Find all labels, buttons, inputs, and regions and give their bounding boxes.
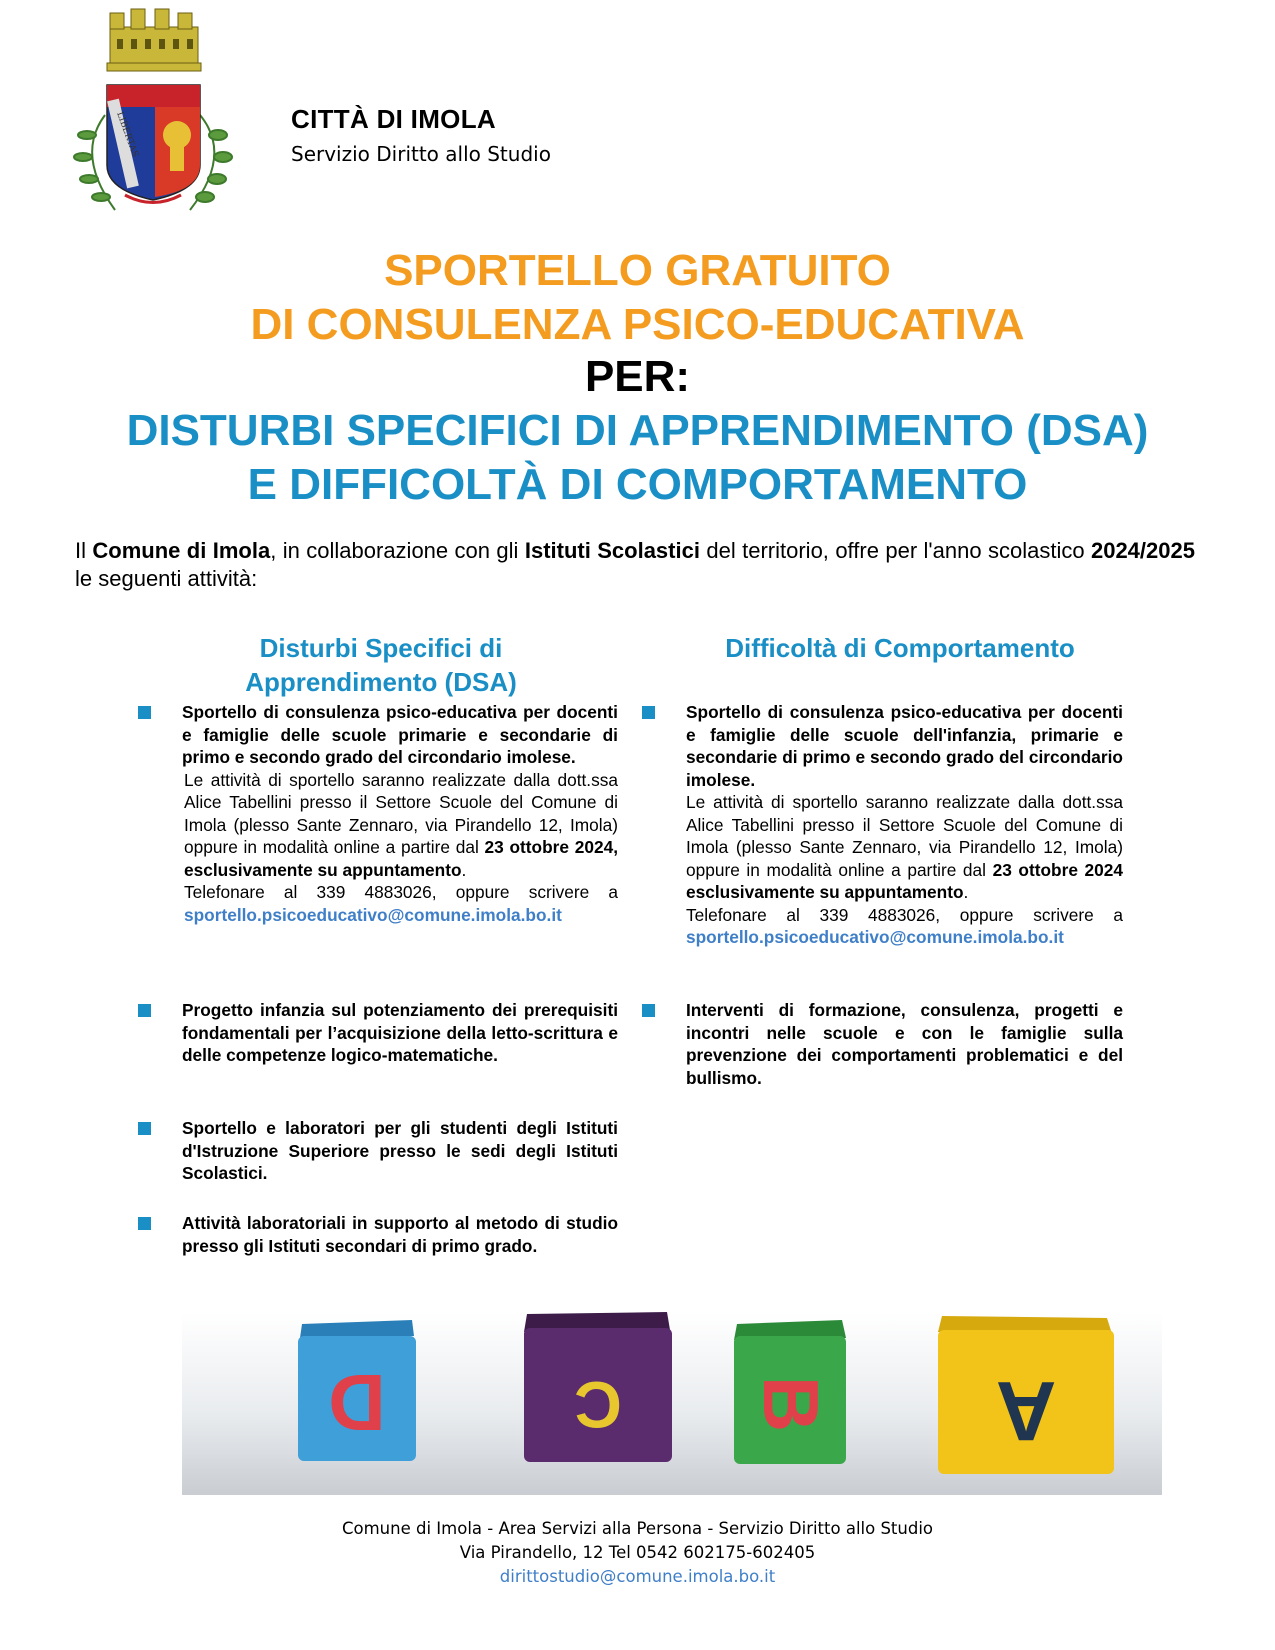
left-item-2: Progetto infanzia sul potenziamento dei prerequisiti fondamentali per l’acquisizione della letto-scrittura e delle competenze logico-matematiche. — [182, 999, 618, 1067]
block-letter-b: B — [747, 1375, 835, 1433]
title-line-4: DISTURBI SPECIFICI DI APPRENDIMENTO (DSA) — [126, 406, 1149, 455]
left-item-3: Sportello e laboratori per gli studenti degli Istituti d'Istruzione Superiore presso le sedi degli Istituti Scolastici. — [182, 1117, 618, 1185]
intro-paragraph: Il Comune di Imola, in collaborazione con gli Istituti Scolastici del territorio, offre per l'anno scolastico 2024/2025 le seguenti attività: — [75, 538, 1195, 591]
block-d — [298, 1320, 416, 1461]
block-c — [524, 1312, 672, 1462]
sportello-email-link[interactable]: sportello.psicoeducativo@comune.imola.bo.it — [184, 904, 562, 925]
left-column-heading: Disturbi Specifici di Apprendimento (DSA) — [245, 633, 517, 697]
square-bullet-icon — [138, 1122, 151, 1135]
block-b — [734, 1320, 846, 1464]
square-bullet-icon — [138, 1004, 151, 1017]
square-bullet-icon — [138, 1217, 151, 1230]
left-item-1: Sportello di consulenza psico-educativa per docenti e famiglie delle scuole primarie e secondarie di primo e secondo grado del circondario imolese. Le attività di sportello saranno realizzate dalla dott.ssa Alice Tabellini presso il Settore Scuole del Comune di Imola (plesso Sante Zennaro, via Pirandello 12, Imola) oppure in modalità online a partire dal 23 ottobre 2024, esclusivamente su appuntamento. Telefonare al 339 4883026, oppure scrivere a sportello.psicoeducativo@comune.imola.bo.it — [182, 701, 618, 926]
right-column-heading: Difficoltà di Comportamento — [725, 633, 1075, 663]
title-line-5: E DIFFICOLTÀ DI COMPORTAMENTO — [247, 460, 1028, 509]
block-letter-a: A — [995, 1364, 1057, 1458]
block-letter-c: C — [574, 1368, 622, 1442]
footer-address-line: Via Pirandello, 12 Tel 0542 602175-602405 — [459, 1543, 816, 1562]
footer-email-link[interactable]: dirittostudio@comune.imola.bo.it — [499, 1567, 776, 1586]
title-line-2: DI CONSULENZA PSICO-EDUCATIVA — [250, 300, 1025, 349]
crest-motto: LIBERTAS — [114, 110, 140, 159]
block-letter-d: D — [328, 1358, 386, 1447]
block-a — [938, 1316, 1114, 1474]
square-bullet-icon — [642, 1004, 655, 1017]
right-item-1: Sportello di consulenza psico-educativa per docenti e famiglie delle scuole dell'infanzia, primarie e secondarie di primo e secondo grado del circondario imolese. Le attività di sportello saranno realizzate dalla dott.ssa Alice Tabellini presso il Settore Scuole del Comune di Imola (plesso Sante Zennaro, via Pirandello 12, Imola) oppure in modalità online a partire dal 23 ottobre 2024 esclusivamente su appuntamento. Telefonare al 339 4883026, oppure scrivere a sportello.psicoeducativo@comune.imola.bo.it — [686, 701, 1123, 949]
city-crest-logo — [65, 5, 240, 230]
right-item-2: Interventi di formazione, consulenza, progetti e incontri nelle scuole e con le famiglie sulla prevenzione dei comportamenti problematici e del bullismo. — [686, 999, 1123, 1089]
department-name: Servizio Diritto allo Studio — [291, 142, 551, 166]
footer-org-line: Comune di Imola - Area Servizi alla Persona - Servizio Diritto allo Studio — [341, 1519, 934, 1538]
square-bullet-icon — [138, 706, 151, 719]
alphabet-blocks-photo — [182, 1312, 1162, 1495]
square-bullet-icon — [642, 706, 655, 719]
sportello-email-link-right[interactable]: sportello.psicoeducativo@comune.imola.bo.it — [686, 927, 1064, 947]
left-item-4: Attività laboratoriali in supporto al metodo di studio presso gli Istituti secondari di primo grado. — [182, 1212, 618, 1257]
org-name: CITTÀ DI IMOLA — [291, 104, 496, 134]
title-line-1: SPORTELLO GRATUITO — [384, 246, 891, 295]
title-line-3: PER: — [584, 352, 691, 401]
